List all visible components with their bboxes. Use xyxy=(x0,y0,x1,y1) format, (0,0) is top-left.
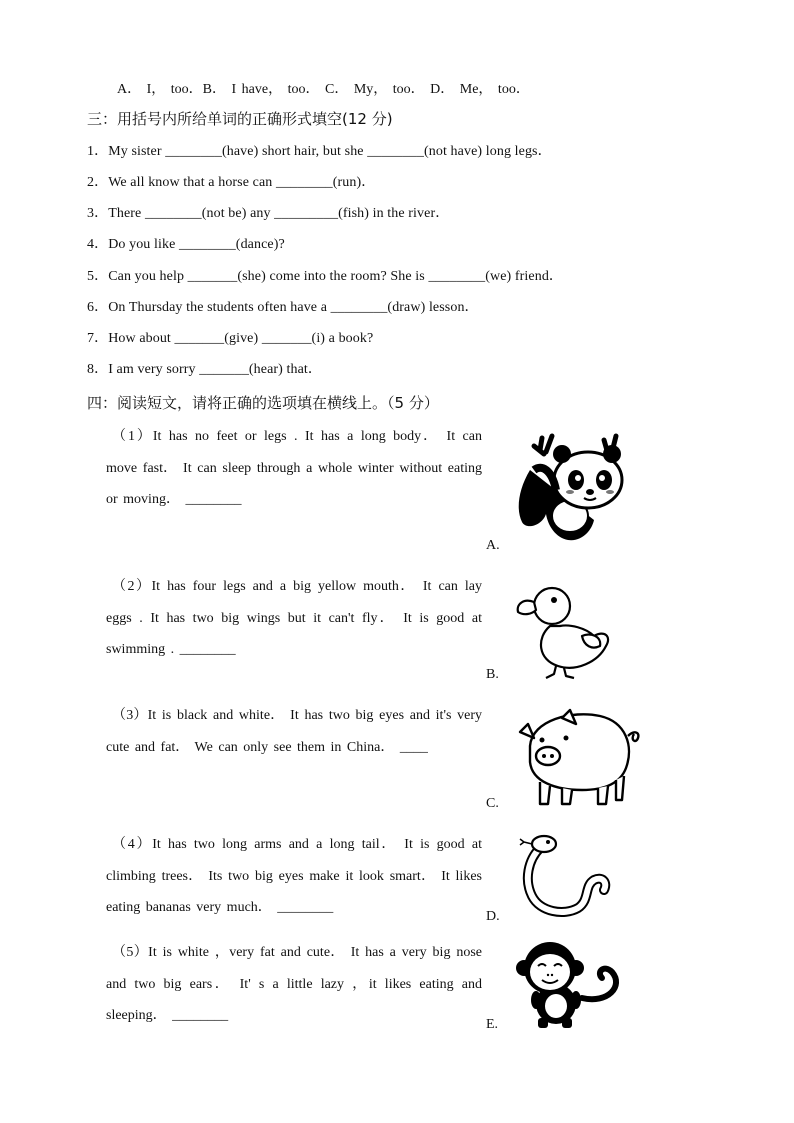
choice-d-label: D. xyxy=(486,909,500,924)
choice-b-label: B. xyxy=(486,667,499,682)
duck-image xyxy=(514,580,618,680)
fill-item-8: 8．I am very sorry _______(hear) that． xyxy=(87,362,323,377)
fill-item-6: 6．On Thursday the students often have a ________(draw) lesson． xyxy=(87,300,479,315)
section-4-title: 四：阅读短文，请将正确的选项填在横线上。（5 分） xyxy=(87,394,439,412)
fill-item-3: 3．There ________(not be) any _________(fish) in the river． xyxy=(87,206,450,221)
panda-image xyxy=(512,430,632,550)
fill-item-5: 5．Can you help _______(she) come into the room? She is ________(we) friend． xyxy=(87,269,564,284)
passage-4: （4）It has two long arms and a long tail． It is good at climbing trees． Its two big eyes make it look smart． It likes eating bananas very much． ________ xyxy=(106,837,482,915)
fill-item-1: 1．My sister ________(have) short hair, but she ________(not have) long legs． xyxy=(87,144,552,159)
passage-5: （5）It is white ，very fat and cute． It has a very big nose and two big ears． It' s a little lazy ，it likes eating and sleeping． ________ xyxy=(106,945,482,1023)
passage-2: （2）It has four legs and a big yellow mouth． It can lay eggs . It has two big wings but it can't fly． It is good at swimming . ________ xyxy=(106,579,482,657)
options-line: A． I， too．B． I have， too． C． My， too． D． Me， too． xyxy=(117,82,530,97)
choice-a-label: A. xyxy=(486,538,500,553)
passage-3: （3）It is black and white． It has two big eyes and it's very cute and fat． We can only see them in China． ____ xyxy=(106,708,482,755)
fill-item-2: 2．We all know that a horse can ________(run)． xyxy=(87,175,376,190)
fill-item-4: 4．Do you like ________(dance)? xyxy=(87,237,285,252)
monkey-image xyxy=(512,938,630,1030)
section-3-title: 三：用括号内所给单词的正确形式填空(12 分) xyxy=(87,110,393,128)
passage-1: （1）It has no feet or legs . It has a long body． It can move fast． It can sleep through a whole winter without eating or moving． ________ xyxy=(106,429,482,507)
choice-c-label: C. xyxy=(486,796,499,811)
pig-image xyxy=(512,706,644,808)
snake-image xyxy=(514,830,614,922)
fill-item-7: 7．How about _______(give) _______(i) a book? xyxy=(87,331,374,346)
choice-e-label: E. xyxy=(486,1017,499,1032)
